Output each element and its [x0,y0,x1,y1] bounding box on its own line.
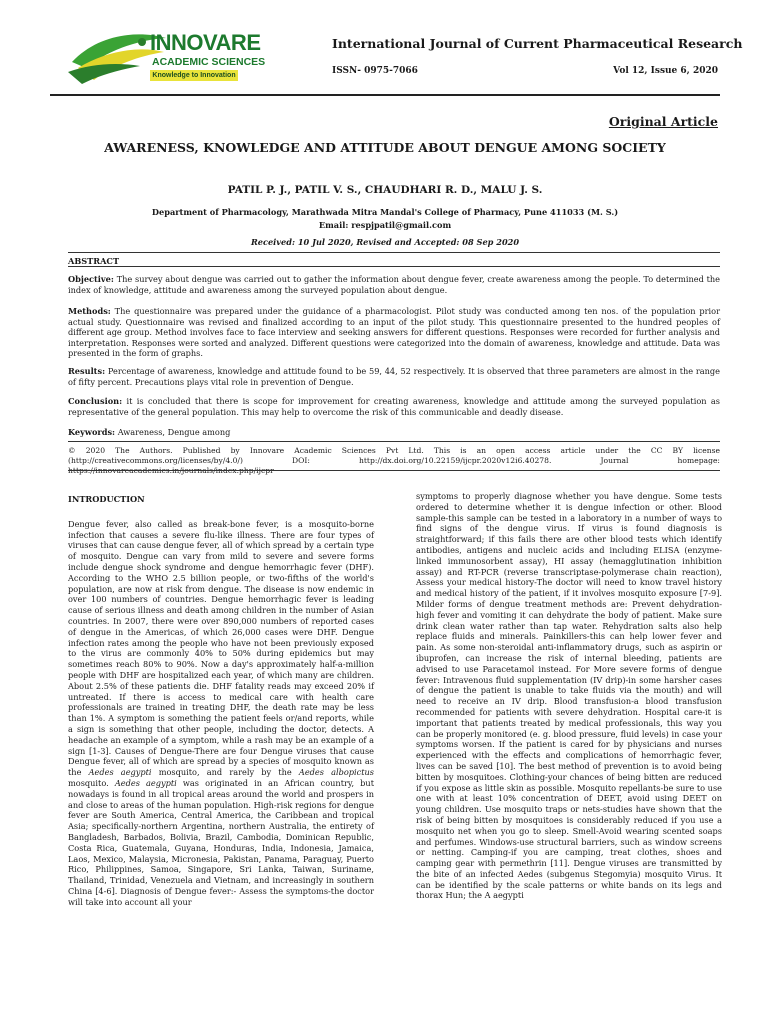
intro-text-part: Dengue fever, also called as break-bone fever, is a mosquito-borne infection that causes a severe flu-like illness. There are four types of viruses that can cause dengue fever, all of which spread by a certain type of mosquito. Dengue can vary from mild to severe and severe forms include dengue shock syndrome and dengue hemorrhagic fever (DHF). According to the WHO 2.5 billion people, or two-fifths of the world's population, are now at risk from dengue. The disease is now endemic in over 100 numbers of countries. Dengue hemorrhagic fever is leading cause of serious illness and death among children in the number of Asian countries. In 2007, there were over 890,000 numbers of reported cases of dengue in the Americas, of which 26,000 cases were DHF. Dengue infection rates among the people who have not been previously exposed to the virus are commonly 40% to 50% during epidemics but may sometimes reach 80% to 90%. Now a day's approximately half-a-million people with DHF are hospitalized each year, of which many are children. About 2.5% of these patients die. DHF fatality reads may exceed 20% if untreated. If there is access to medical care with health care professionals are trained in treating DHF, the death rate may be less than 1%. A symptom is something the patient feels or/and reports, while a sign is something that other people, including the doctor, detects. A headache an example of a symptom, while a rash may be an example of a sign [1-3]. Causes of Dengue-There are four Dengue viruses that cause Dengue fever, all of which are spread by a species of mosquito known as the [68,518,374,778]
objective-text: The survey about dengue was carried out to gather the information about dengue fever, create awareness among the people. To determined the index of knowledge, attitude and awareness among the surveyed population about dengue. [68,274,720,295]
results-label: Results: [68,366,106,376]
affiliation: Department of Pharmacology, Marathwada Mitra Mandal's College of Pharmacy, Pune 411033 (M. S.) [151,207,619,217]
logo-subtitle: ACADEMIC SCIENCES [152,56,266,68]
author-email: Email: respjpatil@gmail.com [318,220,452,230]
conclusion-label: Conclusion: [68,396,123,406]
received-dates: Received: 10 Jul 2020, Revised and Accepted: 08 Sep 2020 [250,237,520,247]
species-name: Aedes aegypti [88,767,152,778]
conclusion-text: it is concluded that there is scope for improvement for creating awareness, knowledge and attitude among the surveyed population as representative of the general population. This may help to overcome the risk of this communicable and deadly disease. [68,396,720,417]
copyright-notice: © 2020 The Authors. Published by Innovare Academic Sciences Pvt Ltd. This is an open access article under the CC BY license (http://creativecommons.org/licenses/by/4.0/) DOI: http://dx.doi.org/10.22159/ijcpr.2020v12i6.40278. Journal homepage: [68,446,720,465]
abstract-methods [68,306,720,359]
article-type: Original Article [608,114,718,129]
introduction-text [68,519,374,908]
abstract-conclusion [68,396,720,417]
authors: PATIL P. J., PATIL V. S., CHAUDHARI R. D., MALU J. S. [227,184,543,196]
species-name: Aedes aegypti [114,777,177,788]
intro-text-part: was originated in an African country, but nowadays is found in all tropical areas around the world and prospers in and close to areas of the human population. High-risk regions for dengue fever are South America, Central America, the Caribbean and tropical Asia; specifically-northern Argentina, northern Australia, the entirety of Bangladesh, Barbados, Bolivia, Brazil, Cambodia, Dominican Republic, Costa Rica, Guatemala, Guyana, Honduras, India, Indonesia, Jamaica, Laos, Mexico, Malaysia, Micronesia, Pakistan, Panama, Paraguay, Puerto Rico, Philippines, Samoa, Singapore, Sri Lanka, Taiwan, Suriname, Thailand, Trinidad, Venezuela and Vietnam, and increasingly in southern China [4-6]. Diagnosis of Dengue fever:- Assess the symptoms-the doctor will take into account all your [68,777,374,907]
introduction-heading: INTRODUCTION [68,494,145,504]
logo-name: INNOVARE [150,30,261,55]
methods-label: Methods: [68,306,111,316]
logo-tagline: Knowledge to Innovation [150,70,238,81]
keywords [68,427,230,437]
intro-text-part: mosquito. [68,777,115,788]
abstract-results [68,366,720,387]
species-name: Aedes albopictus [298,767,375,778]
copyright-rule [68,441,720,442]
keywords-label: Keywords: [68,427,116,437]
body-left-column [68,494,374,907]
issn: ISSN- 0975-7066 [332,66,418,76]
abstract-top-rule [68,252,720,253]
methods-text: The questionnaire was prepared under the guidance of a pharmacologist. Pilot study was conducted among ten nos. of the population prior actual study. Questionnaire was revised and finalized according to an input of the pilot study. This questionnaire presented to the hundred peoples of different age group. Method involves face to face interview and seeking answers for different questions. Responses were recorded for further analysis and interpretation. Responses were sorted and analyzed. Different questions were categorized into the domain of awareness, knowledge and attitude. Data was presented in the form of graphs. [68,306,720,359]
header-divider [50,94,720,96]
body-top-rule [68,470,720,471]
abstract-heading: ABSTRACT [68,256,120,266]
body-right-text: symptoms to properly diagnose whether you have dengue. Some tests ordered to determine whether it is dengue infection or other. Blood sample-this sample can be tested in a laboratory in a number of ways to find signs of the dengue virus. If virus is found diagnosis is straightforward; if this fails there are other blood tests which identify antibodies, antigens and nucleic acids and including ELISA (enzyme-linked immunosorbent assay), HI assay (hemagglutination inhibition assay) and RT-PCR (reverse transcriptase-polymerase chain reaction), Assess your medical history-The doctor will need to know travel history and medical history of the patient, if it involves mosquito exposure [7-9]. Milder forms of dengue treatment methods are: Prevent dehydration-high fever and vomiting it can dehydrate the body of patient. Make sure drink clean water rather than tap water. Rehydration salts also help replace fluids and minerals. Painkillers-this can help lower fever and pain. As some non-steroidal anti-inflammatory drugs, such as aspirin or ibuprofen, can increase the risk of internal bleeding, patients are advised to use Paracetamol instead. For More severe forms of dengue fever: Intravenous fluid supplementation (IV drip)-in some harsher cases of dengue the patient is unable to take fluids via the mouth) and will need to receive an IV drip. Blood transfusion-a blood transfusion recommended for patients with severe dehydration. Hospital care-it is important that patients treated by medical professionals, this way you can be properly monitored (e. g. blood pressure, fluid levels) in case your symptoms worsen. If the patient is cared for by physicians and nurses experienced with the effects and complications of hemorrhagic fever, lives can be saved [10]. The best method of prevention is to avoid being bitten by mosquitoes. Clothing-your chances of being bitten are reduced if you expose as little skin as possible. Mosquito repellants-be sure to use one with at least 10% concentration of DEET, avoid using DEET on young children. Use mosquito traps or nets-studies have shown that the risk of being bitten by mosquitoes is considerably reduced if you use a mosquito net when you go to sleep. Smell-Avoid wearing scented soaps and perfumes. Windows-use structural barriers, such as window screens or netting. Camping-if you are camping, treat clothes, shoes and camping gear with permethrin [11]. Dengue viruses are transmitted by the bite of an infected Aedes (subgenus Stegomyia) mosquito Virus. It can be identified by the scale patterns or white bands on its legs and thorax Hun; the A aegypti [416,491,722,901]
abstract-heading-rule [68,266,720,267]
keywords-text: Awareness, Dengue among [117,427,231,437]
article-title: AWARENESS, KNOWLEDGE AND ATTITUDE ABOUT DENGUE AMONG SOCIETY [104,140,666,155]
results-text: Percentage of awareness, knowledge and attitude found to be 59, 44, 52 respectively. It is observed that three parameters are almost in the range of fifty percent. Precautions plays vital role in prevention of Dengue. [68,366,720,387]
body-right-column [416,491,722,901]
volume-issue: Vol 12, Issue 6, 2020 [613,66,718,76]
journal-name: International Journal of Current Pharmaceutical Research [332,36,743,51]
abstract-objective [68,274,720,295]
objective-label: Objective: [68,274,114,284]
intro-text-part: mosquito, and rarely by the [151,767,299,778]
